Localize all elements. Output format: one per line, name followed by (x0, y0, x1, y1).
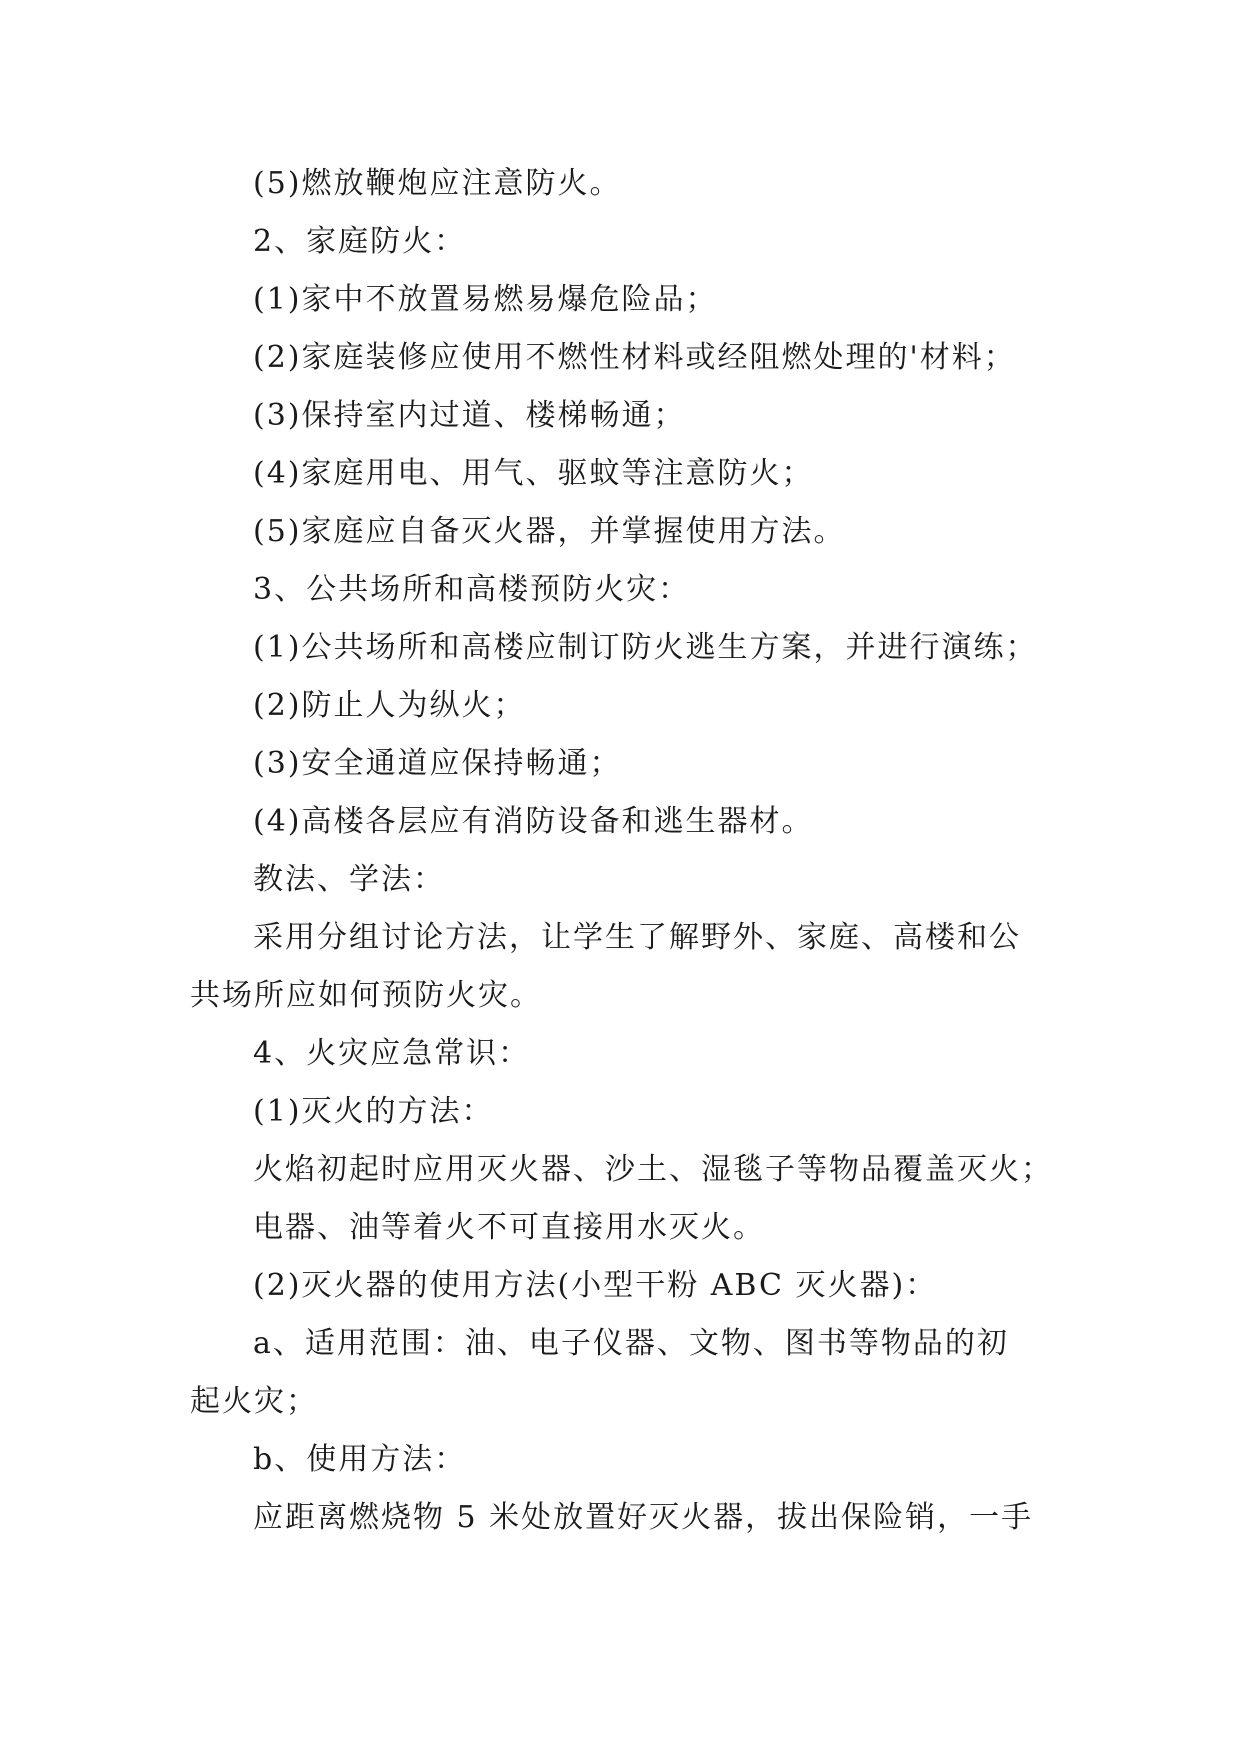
paragraph-line: 火焰初起时应用灭火器、沙土、湿毯子等物品覆盖灭火； (253, 1152, 1053, 1187)
paragraph-line: 电器、油等着火不可直接用水灭火。 (253, 1210, 765, 1245)
section-heading: 教法、学法： (253, 862, 445, 897)
paragraph-line: 采用分组讨论方法，让学生了解野外、家庭、高楼和公 (253, 920, 1021, 955)
paragraph-line: (5)家庭应自备灭火器，并掌握使用方法。 (253, 514, 846, 549)
paragraph-line: 共场所应如何预防火灾。 (190, 978, 542, 1013)
paragraph-line: (4)高楼各层应有消防设备和逃生器材。 (253, 804, 814, 839)
paragraph-line: (4)家庭用电、用气、驱蚊等注意防火； (253, 456, 814, 491)
paragraph-line: (1)灭火的方法： (253, 1094, 494, 1129)
paragraph-line: (3)保持室内过道、楼梯畅通； (253, 398, 686, 433)
paragraph-line: (3)安全通道应保持畅通； (253, 746, 622, 781)
paragraph-line: (1)公共场所和高楼应制订防火逃生方案，并进行演练； (253, 630, 1038, 665)
paragraph-line: b、使用方法： (253, 1442, 467, 1477)
paragraph-line: (1)家中不放置易燃易爆危险品； (253, 282, 718, 317)
paragraph-line: 起火灾； (190, 1384, 318, 1419)
section-heading: 3、公共场所和高楼预防火灾： (253, 572, 691, 607)
paragraph-line: (5)燃放鞭炮应注意防火。 (253, 166, 622, 201)
paragraph-line: (2)家庭装修应使用不燃性材料或经阻燃处理的'材料； (253, 340, 1016, 375)
paragraph-line: a、适用范围：油、电子仪器、文物、图书等物品的初 (253, 1326, 1009, 1361)
section-heading: 4、火灾应急常识： (253, 1036, 531, 1071)
paragraph-line: (2)灭火器的使用方法(小型干粉 ABC 灭火器)： (253, 1268, 938, 1303)
paragraph-line: 应距离燃烧物 5 米处放置好灭火器，拔出保险销，一手 (253, 1500, 1034, 1535)
section-heading: 2、家庭防火： (253, 224, 467, 259)
paragraph-line: (2)防止人为纵火； (253, 688, 526, 723)
